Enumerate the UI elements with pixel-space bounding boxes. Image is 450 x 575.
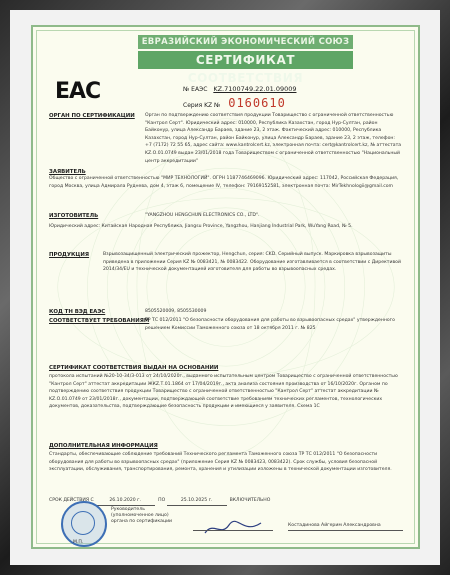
series-number: 0160610 bbox=[228, 96, 286, 110]
requirements-label: СООТВЕТСТВУЕТ ТРЕБОВАНИЯМ bbox=[49, 318, 150, 324]
registration-number: KZ.7100749.22.01.09009 bbox=[213, 85, 297, 93]
applicant-label: ЗАЯВИТЕЛЬ bbox=[49, 169, 86, 175]
basis-label: СЕРТИФИКАТ СООТВЕТСТВИЯ ВЫДАН НА ОСНОВАНИИ bbox=[49, 365, 219, 371]
certificate-title: СЕРТИФИКАТ СООТВЕТСТВИЯ bbox=[138, 51, 353, 69]
registration-line bbox=[183, 85, 297, 93]
manufacturer-text: Юридический адрес: Китайская Народная Республика, Jiangsu Province, Yangzhou, Hanjiang Industrial Park, WuYang Road, № 5. bbox=[49, 224, 353, 229]
validity-line bbox=[49, 497, 406, 506]
manufacturer-label: ИЗГОТОВИТЕЛЬ bbox=[49, 213, 99, 219]
manufacturer-name: "YANGZHOU HENGCHUN ELECTRONICS CO., LTD". bbox=[145, 213, 260, 218]
signature-line bbox=[193, 530, 273, 531]
eac-mark: ЕАС bbox=[55, 79, 101, 104]
validity-to-date: 25.10.2025 г. bbox=[167, 497, 227, 506]
validity-from-label: СРОК ДЕЙСТВИЯ С bbox=[49, 498, 94, 503]
additional-text: Стандарты, обеспечивающие соблюдение требований Технического регламента Таможенного союза ТР ТС 012/2011 "О безопасности оборудования для работы во взрывоопасных средах" (приложение Серия KZ № 0083423, 0083422). Срок службы, условия безопасной эксплуатации, обслуживания, транспортирования, ремонта, хранения и утилизации изложены в технической документации изготовителя. bbox=[49, 452, 392, 473]
official-stamp bbox=[61, 501, 107, 547]
head-label: Руководитель (уполномоченное лицо) органа по сертификации bbox=[111, 507, 173, 524]
cert-body-label: ОРГАН ПО СЕРТИФИКАЦИИ bbox=[49, 113, 135, 119]
basis-text: протокола испытаний №20-10-34/3-013 от 24/10/2020г., выданного испытательным центром Товарищество с ограниченной ответственностью "Кантрол Серт" аттестат аккредитации ЖКZ.Т.01.1864 от 17/04/2019г., акта анализа состояния производства от 16/10/2020г. Органом по подтверждению соответствия продукции Товарищество с ограниченной ответственностью "Кантрол Серт" аттестат аккредитации № KZ.О.01.0749 от 23/01/2018г., документации, подтверждающей соответствие требованиям технических регламентов, технологических документов, доказательства, подтверждающие безопасность продукции и имеющиеся у заявителя. Схема 1С bbox=[49, 374, 398, 410]
union-banner: ЕВРАЗИЙСКИЙ ЭКОНОМИЧЕСКИЙ СОЮЗ bbox=[138, 35, 353, 49]
cert-body-text: Орган по подтверждению соответствия продукции Товарищество с ограниченной ответственностью "Кантрол Серт". Юридический адрес: 010000, Республика Казахстан, город Нур-Султан, район Байконур, улица Александр Бараев, здание 23, 2 этаж. Фактический адрес: 010000, Республика Казахстан, город Нур-Султан, район Байконур, улица Александр Бараев, здание 23, 2 этаж, телефон: +7 (7172) 72 55 65, адрес сайта: www.kantrolcert.kz, электронная почта: cert@kantrolcert.kz, № аттестата KZ.О.01.0749 выдан 23/01/2018 года Товариществом с ограниченной ответственностью "Национальный центр аккредитации" bbox=[145, 113, 402, 164]
product-text: Взрывозащищенный электрический прожектор, Hengchun, серия: CKD. Серийный выпуск. Маркировка взрывозащиты приведена в приложении Серия KZ № 0083421, № 0083422. Оборудование изготавливается в соответствии с Директивой 2014/34/EU и технической документацией изготовителя для работы во взрывоопасных средах. bbox=[103, 252, 401, 273]
mp-mark: М.П. bbox=[73, 540, 84, 545]
additional-label: ДОПОЛНИТЕЛЬНАЯ ИНФОРМАЦИЯ bbox=[49, 443, 158, 449]
validity-inclusive: ВКЛЮЧИТЕЛЬНО bbox=[229, 498, 271, 503]
signatory-name: Костадинова Айгерим Александровна bbox=[288, 523, 381, 528]
series-label: Серия KZ № bbox=[183, 102, 221, 109]
validity-to-label: ПО bbox=[158, 498, 166, 503]
requirements-text: ТР ТС 012/2011 "О безопасности оборудования для работы во взрывоопасных средах" утвержденного решением Комиссии Таможенного союза от 18 октября 2011 г. № 825 bbox=[145, 318, 395, 331]
validity-from-date: 26.10.2020 г. bbox=[95, 497, 155, 506]
certificate bbox=[31, 25, 420, 549]
handwritten-signature bbox=[203, 517, 263, 539]
tnved-text: 8505520009, 8505530009 bbox=[145, 309, 207, 314]
name-line bbox=[288, 530, 403, 531]
product-label: ПРОДУКЦИЯ bbox=[49, 252, 90, 258]
registration-label: № ЕАЭС bbox=[183, 86, 208, 93]
series-line bbox=[183, 96, 286, 110]
tnved-label: КОД ТН ВЭД ЕАЭС bbox=[49, 309, 106, 315]
applicant-text: Общество с ограниченной ответственностью "МИР ТЕХНОЛОГИЙ". ОГРН 1187746469096. Юридический адрес: 117042, Российская Федерация, город Москва, улица Адмирала Руднева, дом 4, этаж 6, помещение IV, телефон: 79169152581, электронная почта: MirTekhnologii@gmail.com bbox=[49, 176, 399, 189]
